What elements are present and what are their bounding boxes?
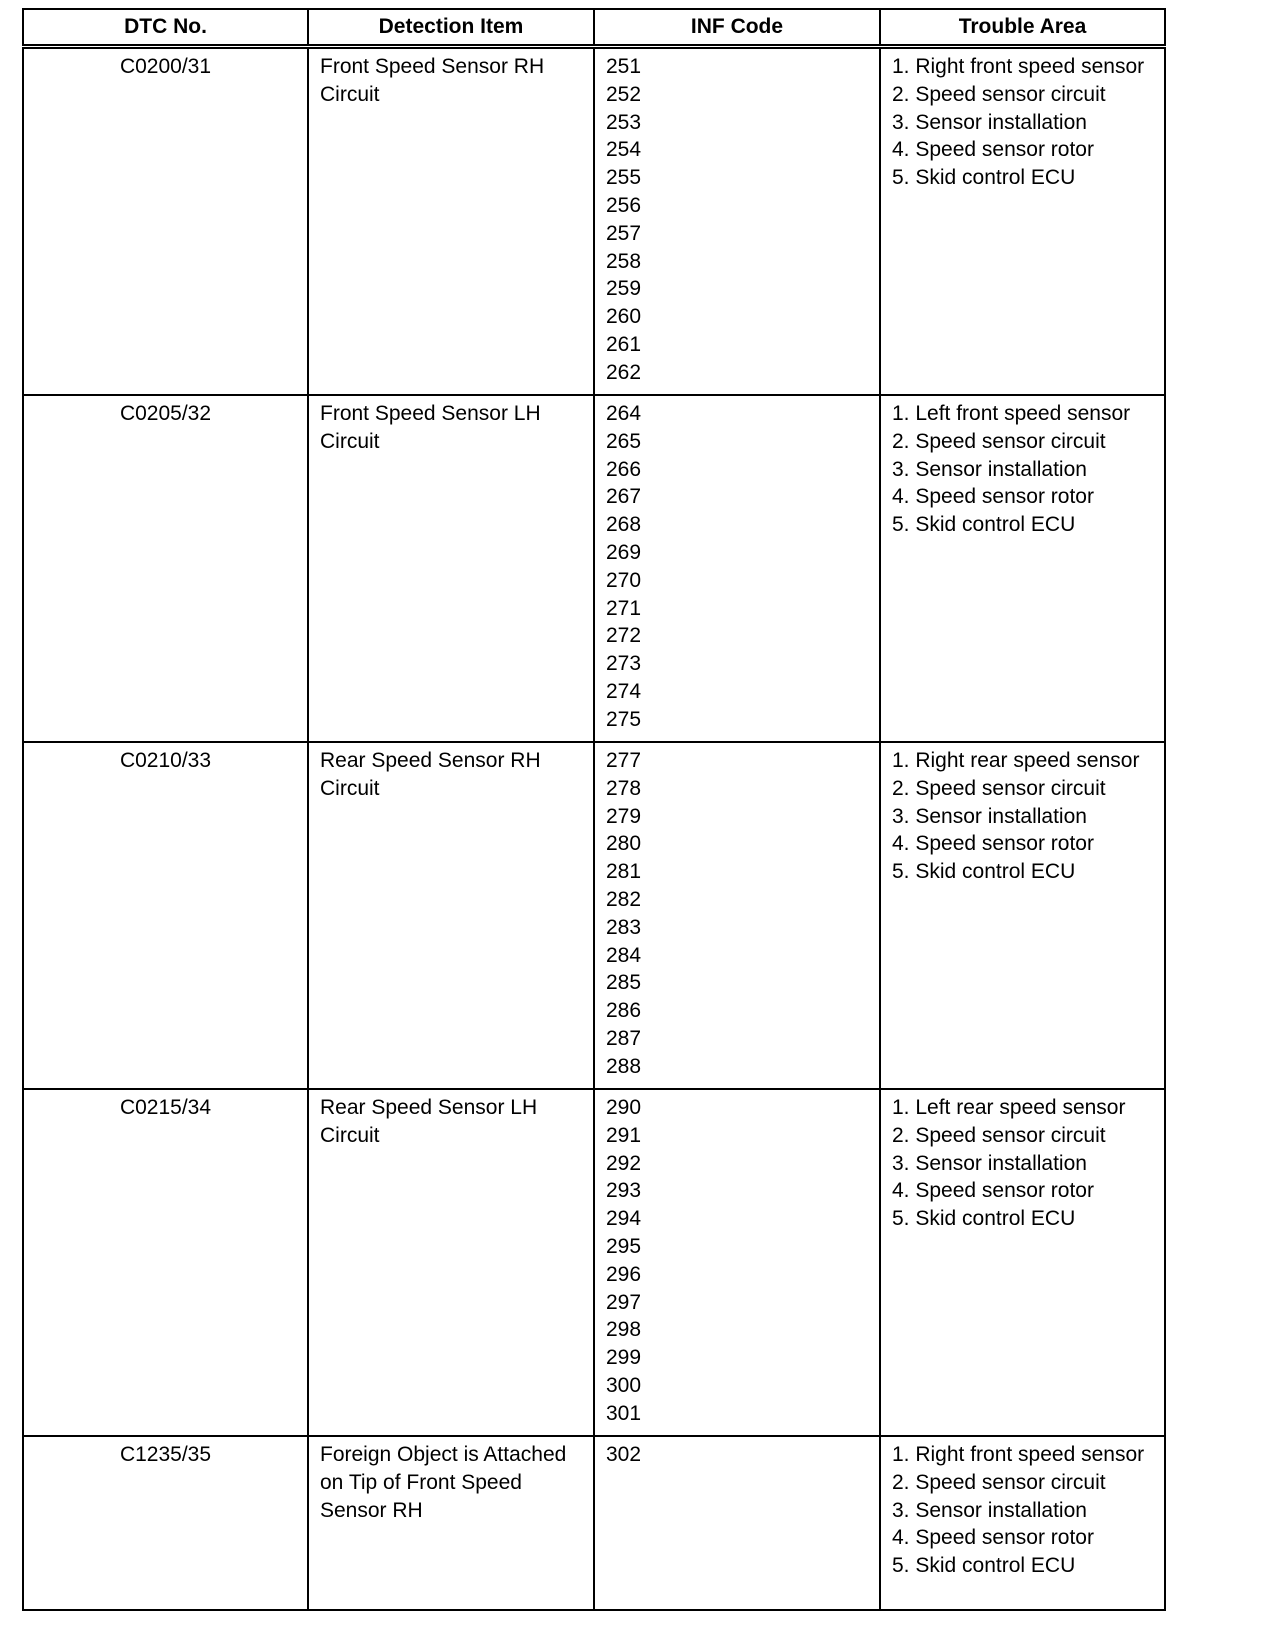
trouble-area-item: 3. Sensor installation xyxy=(892,804,1087,828)
trouble-area-item: 3. Sensor installation xyxy=(892,457,1087,481)
inf-code: 277 xyxy=(606,749,642,772)
inf-code: 271 xyxy=(606,596,642,620)
trouble-area-item: 2. Speed sensor circuit xyxy=(892,82,1106,106)
inf-code: 268 xyxy=(606,513,642,537)
inf-code: 285 xyxy=(606,971,642,995)
detection-item-text: Rear Speed Sensor LH Circuit xyxy=(320,1096,538,1147)
inf-code: 290 xyxy=(606,1096,642,1119)
trouble-area-item: 4. Speed sensor rotor xyxy=(892,1526,1094,1550)
trouble-area-item: 3. Sensor installation xyxy=(892,110,1087,134)
trouble-area-item: 4. Speed sensor rotor xyxy=(892,485,1094,509)
inf-code: 264 xyxy=(606,402,642,425)
dtc-number-cell: C0200/31 xyxy=(23,47,308,396)
trouble-area-item: 4. Speed sensor rotor xyxy=(892,1179,1094,1203)
inf-code: 275 xyxy=(606,707,642,731)
detection-item-text: Front Speed Sensor LH Circuit xyxy=(320,402,541,453)
trouble-area-item: 2. Speed sensor circuit xyxy=(892,1470,1106,1494)
detection-item-cell xyxy=(308,1436,594,1610)
trouble-area-cell xyxy=(880,395,1165,742)
inf-code: 259 xyxy=(606,277,642,301)
inf-code: 282 xyxy=(606,887,642,911)
header-trouble-area: Trouble Area xyxy=(880,9,1165,47)
inf-code: 260 xyxy=(606,305,642,329)
inf-code: 283 xyxy=(606,915,642,939)
detection-item-cell xyxy=(308,47,594,396)
header-dtc-no: DTC No. xyxy=(23,9,308,47)
inf-code: 294 xyxy=(606,1207,642,1231)
trouble-area-item: 5. Skid control ECU xyxy=(892,166,1076,190)
inf-code: 255 xyxy=(606,166,642,190)
inf-code: 279 xyxy=(606,804,642,828)
inf-code: 300 xyxy=(606,1373,642,1397)
inf-code: 296 xyxy=(606,1262,642,1286)
trouble-area-cell xyxy=(880,742,1165,1089)
inf-code-cell xyxy=(594,742,880,1089)
inf-code: 272 xyxy=(606,624,642,648)
dtc-number-cell: C0215/34 xyxy=(23,1089,308,1436)
dtc-table xyxy=(22,8,1166,1611)
inf-code: 302 xyxy=(606,1443,642,1466)
table-row xyxy=(23,1089,1165,1436)
header-detection-item: Detection Item xyxy=(308,9,594,47)
trouble-area-item: 4. Speed sensor rotor xyxy=(892,138,1094,162)
trouble-area-item: 3. Sensor installation xyxy=(892,1151,1087,1175)
trouble-area-item: 1. Right front speed sensor xyxy=(892,55,1145,78)
dtc-number-cell: C0210/33 xyxy=(23,742,308,1089)
table-row xyxy=(23,742,1165,1089)
detection-item-cell xyxy=(308,1089,594,1436)
inf-code: 256 xyxy=(606,193,642,217)
inf-code: 295 xyxy=(606,1234,642,1258)
trouble-area-item: 1. Left rear speed sensor xyxy=(892,1096,1126,1119)
detection-item-cell xyxy=(308,742,594,1089)
inf-code-cell xyxy=(594,1089,880,1436)
inf-code: 273 xyxy=(606,652,642,676)
inf-code: 261 xyxy=(606,332,642,356)
trouble-area-item: 5. Skid control ECU xyxy=(892,513,1076,537)
inf-code: 251 xyxy=(606,55,642,78)
table-row xyxy=(23,47,1165,396)
header-inf-code: INF Code xyxy=(594,9,880,47)
inf-code: 298 xyxy=(606,1318,642,1342)
trouble-area-cell xyxy=(880,1089,1165,1436)
inf-code: 281 xyxy=(606,860,642,884)
inf-code: 291 xyxy=(606,1123,642,1147)
inf-code: 278 xyxy=(606,776,642,800)
inf-code: 258 xyxy=(606,249,642,273)
inf-code: 252 xyxy=(606,82,642,106)
inf-code: 253 xyxy=(606,110,642,134)
inf-code: 269 xyxy=(606,540,642,564)
inf-code: 266 xyxy=(606,457,642,481)
trouble-area-item: 5. Skid control ECU xyxy=(892,1207,1076,1231)
inf-code: 287 xyxy=(606,1026,642,1050)
inf-code: 292 xyxy=(606,1151,642,1175)
inf-code-cell xyxy=(594,395,880,742)
trouble-area-item: 2. Speed sensor circuit xyxy=(892,429,1106,453)
detection-item-text: Front Speed Sensor RH Circuit xyxy=(320,55,545,106)
inf-code-cell xyxy=(594,47,880,396)
trouble-area-item: 4. Speed sensor rotor xyxy=(892,832,1094,856)
trouble-area-item: 5. Skid control ECU xyxy=(892,1554,1076,1578)
inf-code: 286 xyxy=(606,999,642,1023)
trouble-area-item: 3. Sensor installation xyxy=(892,1498,1087,1522)
inf-code: 280 xyxy=(606,832,642,856)
table-body xyxy=(23,47,1165,1611)
inf-code: 274 xyxy=(606,679,642,703)
inf-code: 293 xyxy=(606,1179,642,1203)
inf-code: 297 xyxy=(606,1290,642,1314)
dtc-number-cell: C0205/32 xyxy=(23,395,308,742)
dtc-number-cell: C1235/35 xyxy=(23,1436,308,1610)
inf-code: 288 xyxy=(606,1054,642,1078)
inf-code: 265 xyxy=(606,429,642,453)
trouble-area-item: 1. Right front speed sensor xyxy=(892,1443,1145,1466)
table-row xyxy=(23,1436,1165,1610)
inf-code: 299 xyxy=(606,1346,642,1370)
trouble-area-cell xyxy=(880,1436,1165,1610)
detection-item-cell xyxy=(308,395,594,742)
inf-code: 262 xyxy=(606,360,642,384)
inf-code: 301 xyxy=(606,1401,642,1425)
table-row xyxy=(23,395,1165,742)
inf-code: 284 xyxy=(606,943,642,967)
detection-item-text: Rear Speed Sensor RH Circuit xyxy=(320,749,541,800)
trouble-area-item: 1. Left front speed sensor xyxy=(892,402,1131,425)
inf-code: 267 xyxy=(606,485,642,509)
table-header xyxy=(23,9,1165,47)
inf-code-cell xyxy=(594,1436,880,1610)
trouble-area-item: 1. Right rear speed sensor xyxy=(892,749,1140,772)
inf-code: 270 xyxy=(606,568,642,592)
detection-item-text: Foreign Object is Attached on Tip of Front Speed Sensor RH xyxy=(320,1443,567,1522)
header-row xyxy=(23,9,1165,47)
inf-code: 254 xyxy=(606,138,642,162)
trouble-area-item: 2. Speed sensor circuit xyxy=(892,776,1106,800)
trouble-area-cell xyxy=(880,47,1165,396)
inf-code: 257 xyxy=(606,221,642,245)
trouble-area-item: 2. Speed sensor circuit xyxy=(892,1123,1106,1147)
trouble-area-item: 5. Skid control ECU xyxy=(892,860,1076,884)
